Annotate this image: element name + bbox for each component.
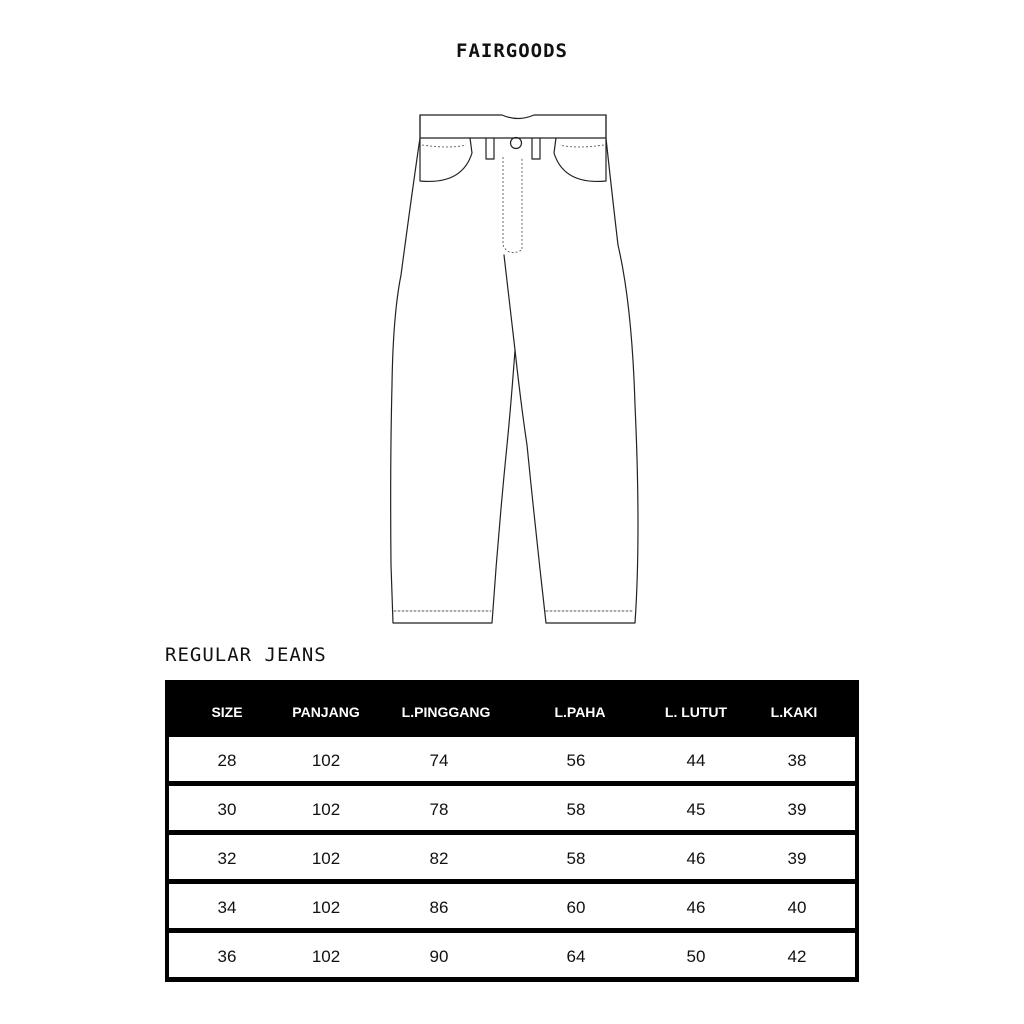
header-lpinggang: L.PINGGANG — [401, 704, 491, 720]
cell-llutut: 46 — [686, 849, 706, 868]
table-row — [169, 884, 855, 928]
cell-lkaki: 39 — [787, 849, 807, 868]
cell-lpaha: 60 — [566, 898, 586, 917]
cell-lpinggang: 82 — [429, 849, 449, 868]
cell-panjang: 102 — [311, 898, 341, 917]
cell-size: 36 — [217, 947, 237, 966]
cell-panjang: 102 — [311, 800, 341, 819]
header-lpaha: L.PAHA — [554, 704, 606, 720]
table-header — [165, 680, 859, 734]
cell-size: 32 — [217, 849, 237, 868]
cell-panjang: 102 — [311, 751, 341, 770]
table-row — [169, 835, 855, 879]
cell-lpinggang: 74 — [429, 751, 449, 770]
cell-panjang: 102 — [311, 849, 341, 868]
jeans-outline-icon — [370, 105, 660, 635]
size-chart-table — [165, 680, 859, 982]
cell-lpaha: 58 — [566, 849, 586, 868]
header-llutut: L. LUTUT — [664, 704, 728, 720]
table-row — [169, 737, 855, 781]
cell-lpaha: 58 — [566, 800, 586, 819]
cell-size: 34 — [217, 898, 237, 917]
brand-logo: FAIRGOODS — [456, 40, 568, 62]
cell-lkaki: 39 — [787, 800, 807, 819]
cell-lkaki: 42 — [787, 947, 807, 966]
cell-llutut: 46 — [686, 898, 706, 917]
header-size: SIZE — [211, 704, 243, 720]
cell-lpaha: 64 — [566, 947, 586, 966]
cell-lpaha: 56 — [566, 751, 586, 770]
cell-lpinggang: 86 — [429, 898, 449, 917]
cell-lkaki: 40 — [787, 898, 807, 917]
header-lkaki: L.KAKI — [770, 704, 818, 720]
header-panjang: PANJANG — [292, 704, 360, 720]
cell-llutut: 45 — [686, 800, 706, 819]
cell-lpinggang: 78 — [429, 800, 449, 819]
cell-size: 30 — [217, 800, 237, 819]
table-row — [169, 786, 855, 830]
cell-lpinggang: 90 — [429, 947, 449, 966]
cell-llutut: 50 — [686, 947, 706, 966]
cell-llutut: 44 — [686, 751, 706, 770]
cell-lkaki: 38 — [787, 751, 807, 770]
cell-panjang: 102 — [311, 947, 341, 966]
cell-size: 28 — [217, 751, 237, 770]
product-title: REGULAR JEANS — [165, 644, 327, 666]
table-row — [169, 933, 855, 977]
